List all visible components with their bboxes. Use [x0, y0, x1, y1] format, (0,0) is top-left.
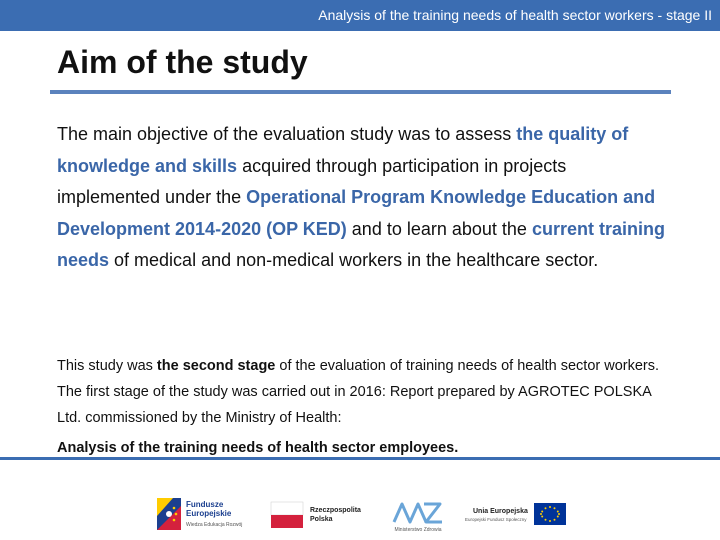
note-text-1: This study was [57, 358, 157, 374]
highlight-training-needs: current training needs [57, 218, 665, 270]
note-text-2: of the evaluation of training needs of health sector workers. The first stage of the study was carried out in 2016: Report prepared by AGROTEC POLSKA Ltd. commissioned by the Ministry of Health: [57, 358, 660, 426]
footer-divider [0, 457, 720, 460]
header-banner-text: Analysis of the training needs of health sector workers - stage II [318, 7, 712, 23]
logo-fundusze-europejskie [155, 496, 250, 532]
logo-rzeczpospolita-polska [270, 500, 370, 530]
second-stage-note [57, 353, 677, 431]
report-title: Analysis of the training needs of health sector employees. [57, 440, 459, 456]
rp-line2: Polska [310, 516, 333, 523]
highlight-quality: the quality of knowledge and skills [57, 124, 629, 176]
main-objective-paragraph [57, 119, 667, 277]
fe-line1: Fundusze [186, 500, 224, 509]
mz-emblem-icon [388, 496, 448, 534]
ue-line1: Unia Europejska [473, 508, 528, 515]
header-banner [0, 0, 720, 31]
poland-flag-icon [270, 500, 370, 530]
main-text-3: and to learn about the [346, 218, 532, 239]
rp-line1: Rzeczpospolita [310, 507, 361, 514]
ue-line2: Europejski Fundusz Społeczny [465, 517, 527, 522]
main-text-2: acquired through participation in projects implemented under the [57, 155, 567, 207]
logo-unia-europejska [463, 500, 568, 530]
note-bold-second-stage: the second stage [156, 358, 276, 374]
footer-logo-strip [0, 462, 720, 540]
title-divider [50, 90, 671, 94]
slide-title: Aim of the study [57, 44, 308, 80]
logo-ministerstwo-zdrowia [388, 496, 448, 534]
fe-emblem-icon [155, 496, 250, 532]
fe-line3: Wiedza Edukacja Rozwój [186, 522, 243, 528]
main-text-4: of medical and non-medical workers in the healthcare sector. [109, 250, 599, 270]
main-text-1: The main objective of the evaluation study was to assess [57, 124, 517, 144]
highlight-op-ked: Operational Program Knowledge Education and Development 2014-2020 (OP KED) [57, 187, 656, 239]
fe-line2: Europejskie [186, 509, 232, 518]
eu-flag-icon [463, 500, 568, 530]
mz-caption: Ministerstwo Zdrowia [394, 527, 442, 533]
